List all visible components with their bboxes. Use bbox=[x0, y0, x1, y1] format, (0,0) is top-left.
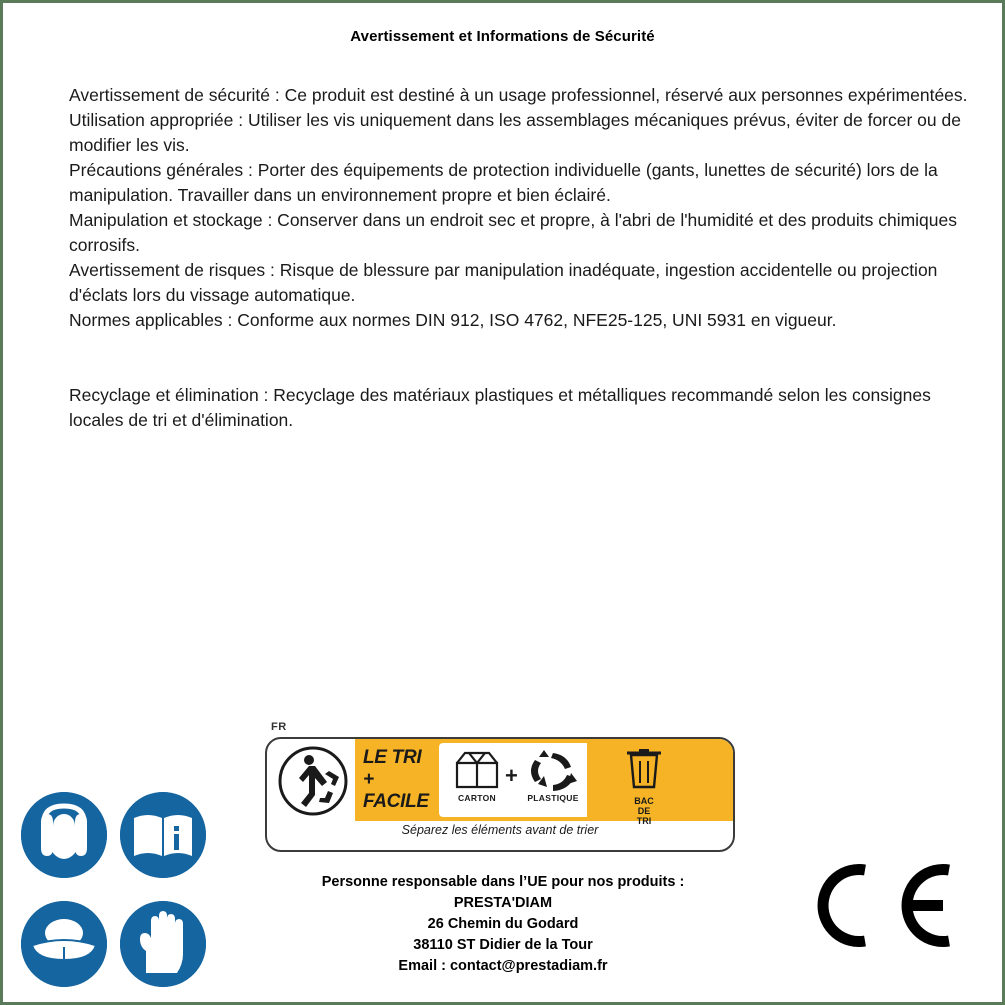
paragraph-security-warning: Avertissement de sécurité : Ce produit est destiné à un usage professionnel, réservé aux personnes expérimentées. bbox=[69, 85, 968, 105]
paragraph-recycling: Recyclage et élimination : Recyclage des matériaux plastiques et métalliques recommandé selon les consignes locales de tri et d'élimination. bbox=[69, 385, 931, 430]
company-city: 38110 ST Didier de la Tour bbox=[413, 937, 593, 953]
eye-protection-icon bbox=[21, 901, 107, 987]
triman-recycling-label bbox=[265, 721, 737, 855]
triman-country-code: FR bbox=[271, 721, 287, 733]
paragraph-handling-storage: Manipulation et stockage : Conserver dans un endroit sec et propre, à l'abri de l'humidité et des produits chimiques corrosifs. bbox=[69, 210, 958, 255]
hand-protection-icon bbox=[120, 901, 206, 987]
company-name: PRESTA'DIAM bbox=[453, 895, 553, 911]
bin-caption-line1: BAC bbox=[634, 796, 654, 806]
responsible-person-heading bbox=[223, 872, 783, 893]
carton-icon bbox=[443, 747, 511, 791]
triman-slogan-line1: LE TRI bbox=[363, 747, 422, 768]
paragraph-risk-warning: Avertissement de risques : Risque de blessure par manipulation inadéquate, ingestion accidentelle ou projection d'éclats lors du vissage automatique. bbox=[69, 260, 938, 305]
responsible-heading-prefix: Personne responsable dans l’ bbox=[321, 874, 528, 890]
page-title: Avertissement et Informations de Sécurité bbox=[350, 28, 655, 45]
bin-item bbox=[613, 745, 675, 826]
paragraph-general-precautions: Précautions générales : Porter des équipements de protection individuelle (gants, lunettes de sécurité) lors de la manipulation. Travailler dans un environnement propre et bien éclairé. bbox=[69, 160, 938, 205]
company-address: 26 Chemin du Godard bbox=[427, 916, 579, 932]
plastique-icon bbox=[519, 747, 587, 791]
plastique-caption: PLASTIQUE bbox=[527, 793, 579, 803]
plastique-item bbox=[519, 747, 587, 803]
responsible-heading-suffix: pour nos produits : bbox=[547, 874, 685, 890]
triman-slogan bbox=[363, 747, 437, 813]
triman-footer-text: Séparez les éléments avant de trier bbox=[401, 823, 599, 837]
safety-text-block bbox=[69, 83, 969, 433]
bin-caption-line2: DE bbox=[637, 806, 651, 816]
triman-slogan-line2: + FACILE bbox=[363, 769, 429, 812]
bin-caption-line3: TRI bbox=[636, 816, 652, 826]
company-email: Email : contact@prestadiam.fr bbox=[398, 958, 608, 974]
paragraph-standards: Normes applicables : Conforme aux normes DIN 912, ISO 4762, NFE25-125, UNI 5931 en vigueur. bbox=[69, 310, 837, 330]
ce-mark bbox=[803, 858, 953, 953]
responsible-heading-strong: UE bbox=[527, 874, 548, 890]
paragraph-proper-use: Utilisation appropriée : Utiliser les vis uniquement dans les assemblages mécaniques prévus, éviter de forcer ou de modifier les vis. bbox=[69, 110, 961, 155]
carton-item bbox=[443, 747, 511, 803]
responsible-person-block bbox=[223, 872, 783, 977]
separator-plus: + bbox=[505, 763, 518, 788]
trash-bin-icon bbox=[613, 745, 675, 791]
read-instructions-icon bbox=[120, 792, 206, 878]
carton-caption: CARTON bbox=[457, 793, 496, 803]
triman-icon bbox=[273, 743, 353, 819]
ear-protection-icon bbox=[21, 792, 107, 878]
